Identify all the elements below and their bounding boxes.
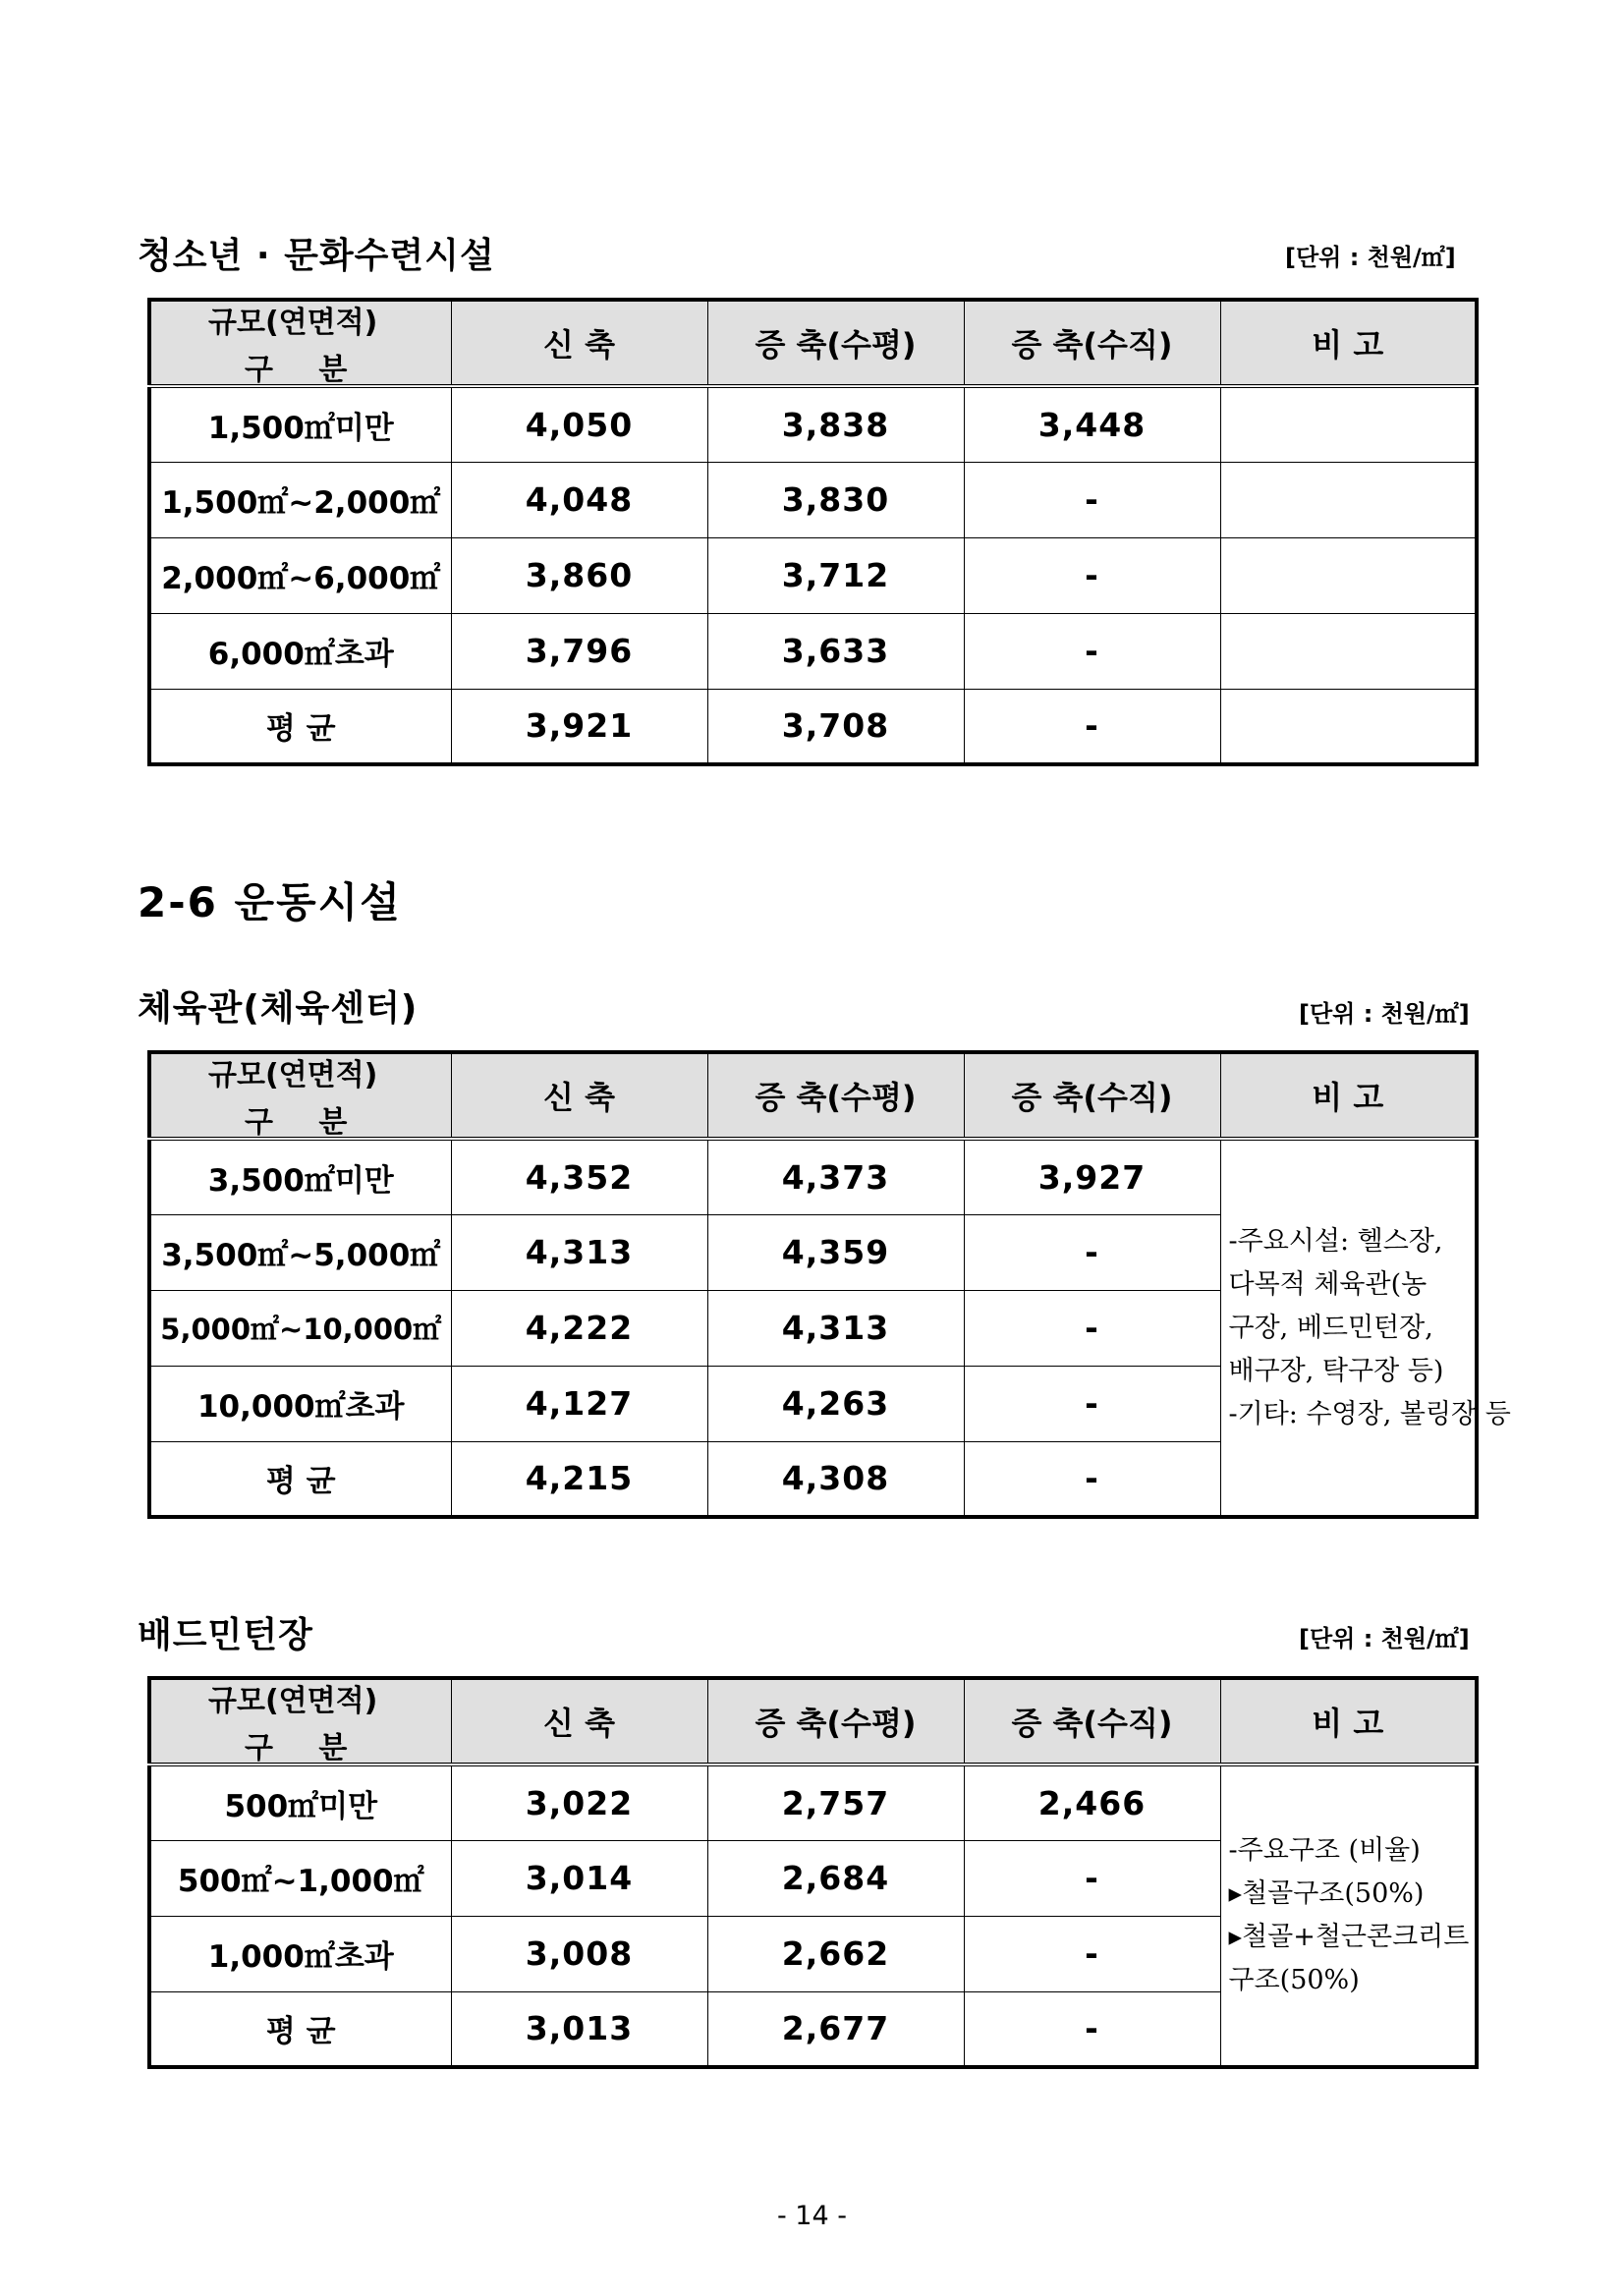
cell-vertical: 2,466: [964, 1764, 1220, 1840]
header-horizontal: 증 축(수평): [707, 1678, 964, 1764]
cell-new: 3,013: [451, 1991, 707, 2067]
cell-note: [1220, 462, 1477, 537]
corner-bottom-label: 규모(연면적): [208, 306, 378, 340]
row-label: 1,500㎡미만: [149, 386, 451, 462]
cell-horizontal: 3,830: [707, 462, 964, 537]
section3-unit: [단위 : 천원/㎡]: [1299, 1625, 1470, 1652]
cell-new: 3,860: [451, 537, 707, 613]
section3-title: 배드민턴장: [138, 1615, 313, 1655]
cell-horizontal: 3,712: [707, 537, 964, 613]
cell-vertical: -: [964, 1366, 1220, 1441]
note-cell: [1220, 1139, 1511, 1517]
header-horizontal: 증 축(수평): [707, 1052, 964, 1139]
cell-horizontal: 3,633: [707, 613, 964, 689]
cell-horizontal: 3,708: [707, 689, 964, 764]
cell-new: 4,352: [451, 1139, 707, 1214]
cell-vertical: 3,927: [964, 1139, 1220, 1214]
corner-bottom-label: 규모(연면적): [208, 1684, 378, 1718]
cell-horizontal: 4,313: [707, 1290, 964, 1366]
page-number: - 14 -: [776, 2201, 847, 2231]
cell-horizontal: 4,359: [707, 1214, 964, 1290]
cell-note: [1220, 537, 1477, 613]
cell-note: [1220, 689, 1477, 764]
row-label: 5,000㎡~10,000㎡: [149, 1290, 451, 1366]
section2-table: [147, 1050, 1511, 1519]
cell-new: 4,215: [451, 1441, 707, 1517]
header-new: 신 축: [451, 1678, 707, 1764]
header-vertical: 증 축(수직): [964, 300, 1220, 386]
cell-new: 4,222: [451, 1290, 707, 1366]
section3-table: [147, 1676, 1479, 2069]
section1-title: 청소년 · 문화수련시설: [138, 236, 495, 276]
cell-vertical: -: [964, 462, 1220, 537]
cell-note: [1220, 386, 1477, 462]
cell-note: [1220, 613, 1477, 689]
cell-horizontal: 2,662: [707, 1916, 964, 1991]
cell-horizontal: 2,677: [707, 1991, 964, 2067]
cell-vertical: -: [964, 1916, 1220, 1991]
note-line: 구조(50%): [1228, 1965, 1360, 1995]
cell-new: 4,313: [451, 1214, 707, 1290]
row-label: 3,500㎡미만: [149, 1139, 451, 1214]
table-row-average: [149, 689, 1477, 764]
corner-top-label: 구 분: [245, 1731, 365, 1765]
section1-unit: [단위 : 천원/㎡]: [1285, 244, 1456, 271]
table-row: [149, 1139, 1477, 1214]
note-line: -기타: 수영장, 볼링장 등: [1228, 1398, 1511, 1429]
table-header-row: [149, 1678, 1477, 1764]
cell-horizontal: 2,684: [707, 1840, 964, 1916]
corner-top-label: 구 분: [245, 1105, 365, 1140]
cell-vertical: -: [964, 1840, 1220, 1916]
cell-horizontal: 4,373: [707, 1139, 964, 1214]
cell-vertical: -: [964, 1290, 1220, 1366]
note-line: ▸철골구조(50%): [1228, 1878, 1425, 1909]
cell-new: 3,008: [451, 1916, 707, 1991]
cell-new: 3,014: [451, 1840, 707, 1916]
table-row: [149, 462, 1477, 537]
note-cell: [1220, 1764, 1477, 2067]
row-label: 500㎡미만: [149, 1764, 451, 1840]
row-label: 3,500㎡~5,000㎡: [149, 1214, 451, 1290]
table-header-row: [149, 1052, 1477, 1139]
header-note: 비 고: [1220, 300, 1477, 386]
cell-new: 3,022: [451, 1764, 707, 1840]
cell-horizontal: 3,838: [707, 386, 964, 462]
note-line: 구장, 베드민턴장,: [1228, 1312, 1433, 1343]
cell-new: 4,050: [451, 386, 707, 462]
row-label: 평 균: [149, 689, 451, 764]
note-line: 배구장, 탁구장 등): [1228, 1355, 1444, 1386]
table-row: [149, 1764, 1477, 1840]
corner-header: [149, 1052, 451, 1139]
cell-vertical: -: [964, 1991, 1220, 2067]
section2-unit: [단위 : 천원/㎡]: [1299, 1000, 1470, 1028]
header-note: 비 고: [1220, 1052, 1477, 1139]
header-vertical: 증 축(수직): [964, 1678, 1220, 1764]
row-label: 2,000㎡~6,000㎡: [149, 537, 451, 613]
cell-vertical: 3,448: [964, 386, 1220, 462]
cell-new: 4,048: [451, 462, 707, 537]
cell-new: 4,127: [451, 1366, 707, 1441]
row-label: 10,000㎡초과: [149, 1366, 451, 1441]
row-label: 1,000㎡초과: [149, 1916, 451, 1991]
cell-horizontal: 4,263: [707, 1366, 964, 1441]
table-row: [149, 386, 1477, 462]
header-note: 비 고: [1220, 1678, 1477, 1764]
section1-table: [147, 298, 1479, 766]
table-row: [149, 537, 1477, 613]
cell-vertical: -: [964, 537, 1220, 613]
corner-header: [149, 300, 451, 386]
row-label: 평 균: [149, 1441, 451, 1517]
cell-new: 3,921: [451, 689, 707, 764]
cell-horizontal: 4,308: [707, 1441, 964, 1517]
header-new: 신 축: [451, 1052, 707, 1139]
header-vertical: 증 축(수직): [964, 1052, 1220, 1139]
row-label: 1,500㎡~2,000㎡: [149, 462, 451, 537]
table-header-row: [149, 300, 1477, 386]
note-line: ▸철골+철근콘크리트: [1228, 1922, 1470, 1952]
cell-vertical: -: [964, 1214, 1220, 1290]
corner-bottom-label: 규모(연면적): [208, 1058, 378, 1092]
cell-vertical: -: [964, 613, 1220, 689]
row-label: 평 균: [149, 1991, 451, 2067]
corner-top-label: 구 분: [245, 353, 365, 387]
chapter-title: 2-6 운동시설: [138, 878, 402, 926]
note-line: -주요시설: 헬스장,: [1228, 1225, 1443, 1257]
cell-new: 3,796: [451, 613, 707, 689]
row-label: 6,000㎡초과: [149, 613, 451, 689]
cell-vertical: -: [964, 1441, 1220, 1517]
section2-title: 체육관(체육센터): [138, 988, 419, 1029]
table-row: [149, 613, 1477, 689]
header-horizontal: 증 축(수평): [707, 300, 964, 386]
cell-vertical: -: [964, 689, 1220, 764]
header-new: 신 축: [451, 300, 707, 386]
row-label: 500㎡~1,000㎡: [149, 1840, 451, 1916]
corner-header: [149, 1678, 451, 1764]
note-line: 다목적 체육관(농: [1228, 1268, 1428, 1300]
cell-horizontal: 2,757: [707, 1764, 964, 1840]
note-line: -주요구조 (비율): [1228, 1835, 1421, 1866]
